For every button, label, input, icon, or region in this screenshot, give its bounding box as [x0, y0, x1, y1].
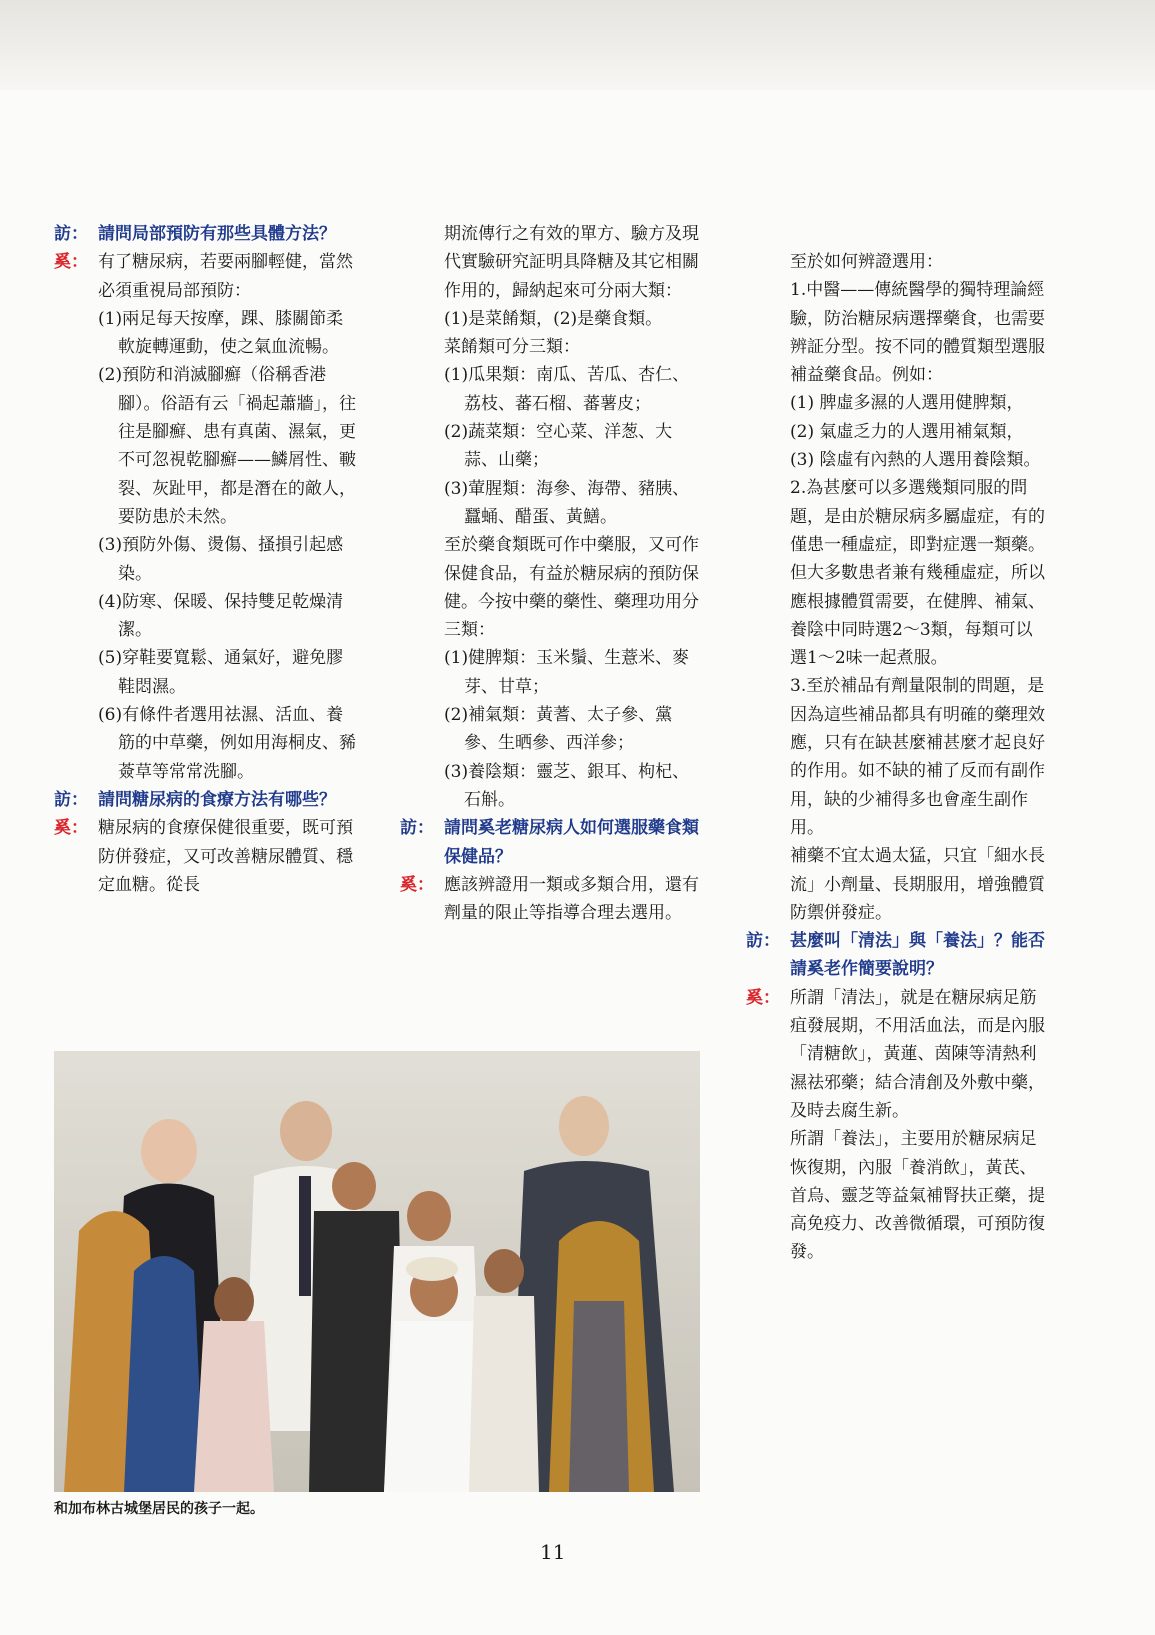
list-item: (2)預防和消滅腳癬（俗稱香港腳）。俗語有云「禍起蕭牆」，往往是腳癬、患有真菌、濕氣，更不可忽視乾腳癬——鱗屑性、皸裂、灰趾甲，都是潛在的敵人，要防患於未然。: [98, 365, 356, 527]
column-2: [400, 220, 706, 927]
list-item: (3)預防外傷、燙傷、搔損引起感染。: [98, 535, 344, 584]
paragraph: 至於藥食類既可作中藥服，又可作保健食品，有益於糖尿病的預防保健。今按中藥的藥性、藥理功用分三類：: [444, 535, 699, 641]
column-3: [746, 248, 1046, 1267]
page-number: 11: [540, 1540, 566, 1564]
list-item: (4)防寒、保暖、保持雙足乾燥清潔。: [98, 591, 344, 641]
answerer-label: 奚：: [54, 252, 88, 273]
list-item: (2)蔬菜類：空心菜、洋葱、大蒜、山藥；: [444, 422, 673, 471]
list-item: (1) 脾虛多濕的人選用健脾類，: [790, 393, 1024, 414]
interviewer-label: 訪：: [54, 789, 88, 810]
question-2: 訪： 請問糖尿病的食療方法有哪些？: [54, 786, 360, 814]
question-3: 訪： 請問奚老糖尿病人如何選服藥食類保健品？: [400, 814, 706, 871]
interviewer-label: 訪：: [746, 931, 780, 952]
group-photo: [54, 1051, 700, 1492]
answerer-label: 奚：: [746, 987, 780, 1008]
list-item: (2) 氣虛乏力的人選用補氣類，: [790, 421, 1024, 442]
interviewer-label: 訪：: [400, 818, 434, 839]
answerer-label: 奚：: [54, 818, 88, 839]
interviewer-label: 訪：: [54, 224, 88, 244]
photo-illustration: [54, 1051, 700, 1492]
paragraph: 2.為甚麼可以多選幾類同服的問題，是由於糖尿病多屬虛症，有的僅患一種虛症，即對症選一類藥。但大多數患者兼有幾種虛症，所以應根據體質需要，在健脾、補氣、養陰中同時選2～3類，每類可以選1～2味一起煮服。: [790, 478, 1045, 669]
paragraph: 期流傳行之有效的單方、驗方及現代實驗研究証明具降糖及其它相關作用的，歸納起來可分兩大類：: [444, 224, 699, 301]
paragraph: (1)是菜餚類，(2)是藥食類。: [444, 308, 663, 329]
question-1: 訪： 請問局部預防有那些具體方法？: [54, 220, 360, 248]
list-item: (1)健脾類：玉米鬚、生薏米、麥芽、甘草；: [444, 648, 690, 697]
top-band: [0, 0, 1155, 90]
list-item: (3)養陰類：靈芝、銀耳、枸杞、石斛。: [444, 761, 690, 810]
paragraph: 1.中醫——傳統醫學的獨特理論經驗，防治糖尿病選擇藥食，也需要辨証分型。按不同的體質類型選服補益藥食品。例如：: [790, 280, 1045, 386]
paragraph: 所謂「養法」，主要用於糖尿病足恢復期，內服「養消飲」，黃芪、首烏、靈芝等益氣補腎扶正藥，提高免疫力、改善微循環，可預防復發。: [790, 1129, 1045, 1263]
list-item: (3) 陰虛有內熱的人選用養陰類。: [790, 450, 1041, 471]
paragraph: 3.至於補品有劑量限制的問題，是因為這些補品都具有明確的藥理效應，只有在缺甚麼補甚麼才起良好的作用。如不缺的補了反而有副作用，缺的少補得多也會產生副作用。: [790, 676, 1045, 838]
list-item: (5)穿鞋要寬鬆、通氣好，避免膠鞋悶濕。: [98, 648, 344, 697]
answer-1: 奚： 有了糖尿病，若要兩腳輕健，當然必須重視局部預防：: [54, 248, 360, 305]
column-1: [54, 220, 360, 899]
photo-caption: 和加布林古城堡居民的孩子一起。: [54, 1501, 264, 1517]
answer-3: 奚： 應該辨證用一類或多類合用，還有劑量的限止等指導合理去選用。: [400, 871, 706, 928]
list-item: (2)補氣類：黃蓍、太子參、黨參、生晒參、西洋參；: [444, 705, 673, 754]
paragraph: 菜餚類可分三類：: [444, 337, 580, 358]
list-item: (3)葷腥類：海參、海帶、豬胰、蠶蛹、醋蛋、黃鱔。: [444, 478, 690, 527]
paragraph: 補藥不宜太過太猛，只宜「細水長流」小劑量、長期服用，增強體質防禦併發症。: [790, 846, 1045, 923]
paragraph: 至於如何辨證選用：: [790, 252, 943, 272]
list-item: (1)瓜果類：南瓜、苦瓜、杏仁、荔枝、蕃石榴、蕃薯皮；: [444, 365, 690, 414]
answer-4: 奚： 所謂「清法」，就是在糖尿病足筋疽發展期，不用活血法，而是內服「清糖飲」，黃蓮、茵陳等清熱利濕祛邪藥；結合清創及外敷中藥，及時去腐生新。: [746, 984, 1046, 1125]
list-item: (1)兩足每天按摩，踝、膝關節柔軟旋轉運動，使之氣血流暢。: [98, 308, 344, 358]
answer-2: 奚： 糖尿病的食療保健很重要，既可預防併發症，又可改善糖尿體質、穩定血糖。從長: [54, 814, 360, 899]
question-4: 訪： 甚麼叫「清法」與「養法」？能否請奚老作簡要說明？: [746, 927, 1046, 984]
list-item: (6)有條件者選用祛濕、活血、養筋的中草藥，例如用海桐皮、豨薟草等常常洗腳。: [98, 705, 356, 782]
answerer-label: 奚：: [400, 874, 434, 895]
